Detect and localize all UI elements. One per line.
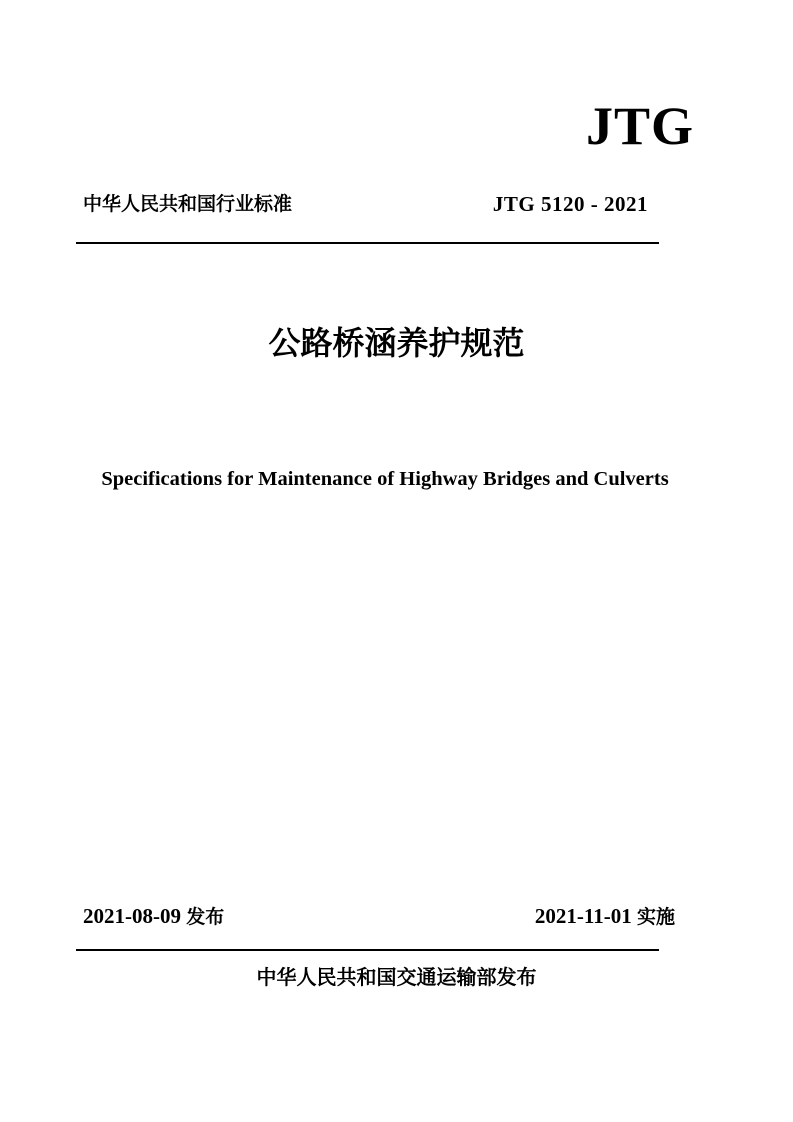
issue-date: 2021-08-09: [83, 904, 181, 928]
top-divider: [76, 242, 659, 244]
issue-date-line: [83, 903, 224, 930]
effective-date-line: [535, 903, 675, 930]
standard-code: JTG 5120 - 2021: [492, 192, 648, 216]
standard-category: 中华人民共和国行业标准: [83, 193, 293, 215]
title-english: Specifications for Maintenance of Highway Bridges and Culverts: [101, 468, 669, 490]
effective-label: 实施: [636, 906, 675, 928]
issue-label: 发布: [186, 906, 225, 928]
title-chinese: 公路桥涵养护规范: [268, 324, 525, 362]
effective-date: 2021-11-01: [534, 904, 632, 928]
publisher: 中华人民共和国交通运输部发布: [256, 965, 537, 989]
jtg-logo: JTG: [586, 96, 695, 156]
bottom-divider: [76, 949, 659, 951]
